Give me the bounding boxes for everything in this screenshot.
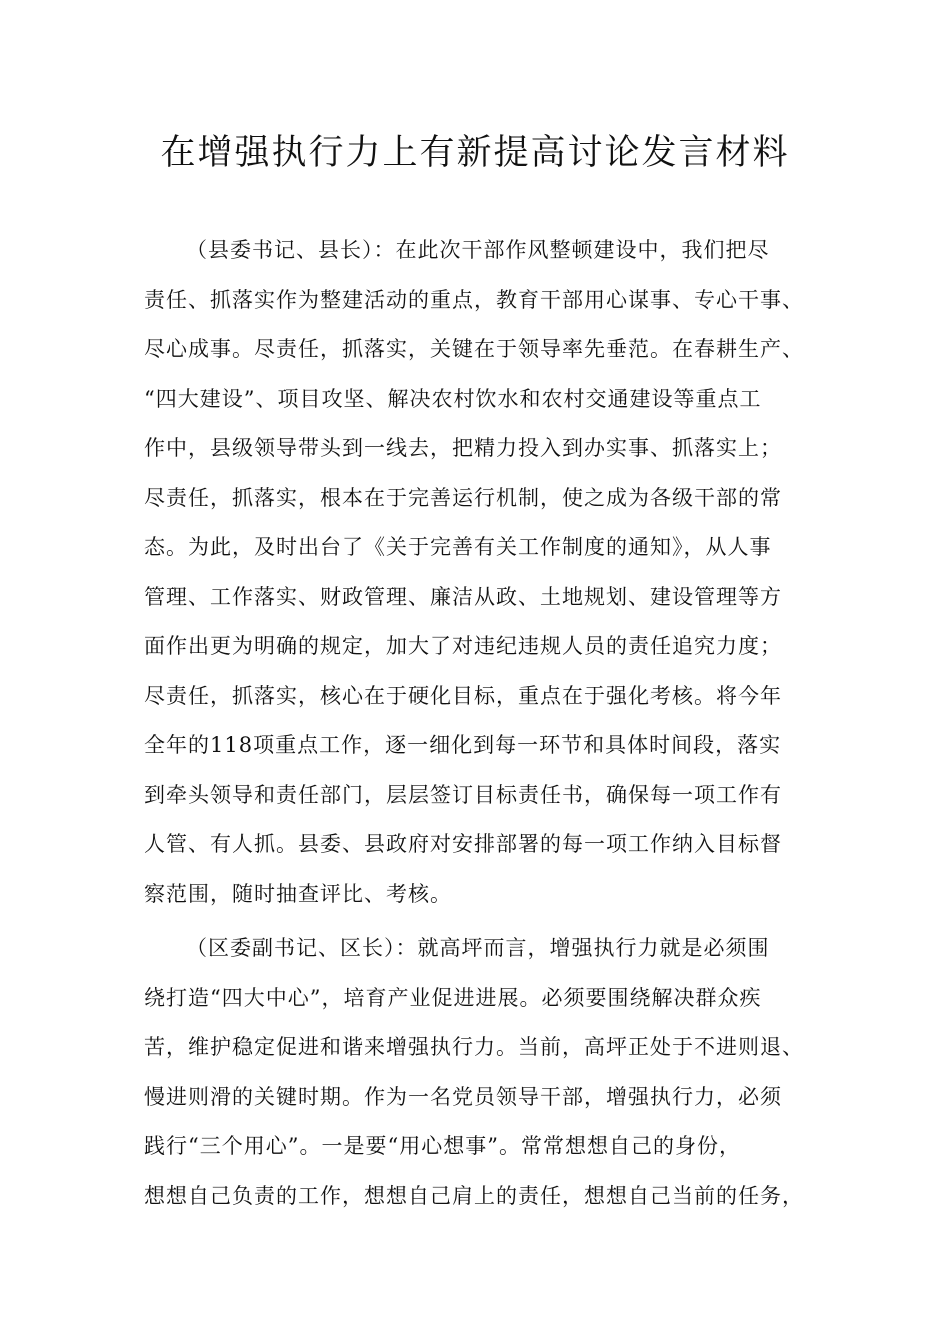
paragraph-2-line-6: 想想自己负责的工作，想想自己肩上的责任，想想自己当前的任务， [144, 1183, 804, 1208]
paragraph-2-line-3: 苦，维护稳定促进和谐来增强执行力。当前，高坪正处于不进则退、 [144, 1035, 804, 1059]
paragraph-2 [144, 924, 824, 1221]
paragraph-1-line-14: 察范围，随时抽查评比、考核。 [144, 881, 452, 906]
paragraph-1-line-8: 管理、工作落实、财政管理、廉洁从政、土地规划、建设管理等方 [144, 584, 782, 609]
paragraph-1-line-9: 面作出更为明确的规定，加大了对违纪违规人员的责任追究力度； [144, 634, 782, 658]
paragraph-2-line-4: 慢进则滑的关键时期。作为一名党员领导干部，增强执行力，必须 [144, 1084, 782, 1109]
paragraph-1-line-12: 到牵头领导和责任部门，层层签订目标责任书，确保每一项工作有 [144, 782, 782, 807]
paragraph-2-line-5: 践行“三个用心”。一是要“用心想事”。常常想想自己的身份， [144, 1134, 741, 1158]
paragraph-1 [144, 226, 824, 919]
paragraph-1-line-3: 尽心成事。尽责任，抓落实，关键在于领导率先垂范。在春耕生产、 [144, 337, 804, 361]
paragraph-1-line-13: 人管、有人抓。县委、县政府对安排部署的每一项工作纳入目标督 [144, 832, 782, 856]
paragraph-1-line-4: “四大建设”、项目攻坚、解决农村饮水和农村交通建设等重点工 [144, 386, 762, 411]
paragraph-2-line-2: 绕打造“四大中心”，培育产业促进进展。必须要围绕解决群众疾 [144, 985, 762, 1010]
paragraph-2-line-1: （区委副书记、区长）：就高坪而言，增强执行力就是必须围 [186, 936, 770, 960]
paragraph-1-line-11: 全年的118项重点工作，逐一细化到每一环节和具体时间段，落实 [144, 733, 782, 757]
paragraph-1-line-6: 尽责任，抓落实，根本在于完善运行机制，使之成为各级干部的常 [144, 485, 782, 510]
document-title: 在增强执行力上有新提高讨论发言材料 [160, 133, 790, 173]
paragraph-1-line-2: 责任、抓落实作为整建活动的重点，教育干部用心谋事、专心干事、 [144, 287, 804, 312]
paragraph-1-line-7: 态。为此，及时出台了《关于完善有关工作制度的通知》，从人事 [144, 535, 772, 559]
paragraph-1-line-1: （县委书记、县长）：在此次干部作风整顿建设中，我们把尽 [186, 238, 770, 262]
paragraph-1-line-10: 尽责任，抓落实，核心在于硬化目标，重点在于强化考核。将今年 [144, 683, 782, 708]
paragraph-1-line-5: 作中，县级领导带头到一线去，把精力投入到办实事、抓落实上； [144, 436, 782, 460]
